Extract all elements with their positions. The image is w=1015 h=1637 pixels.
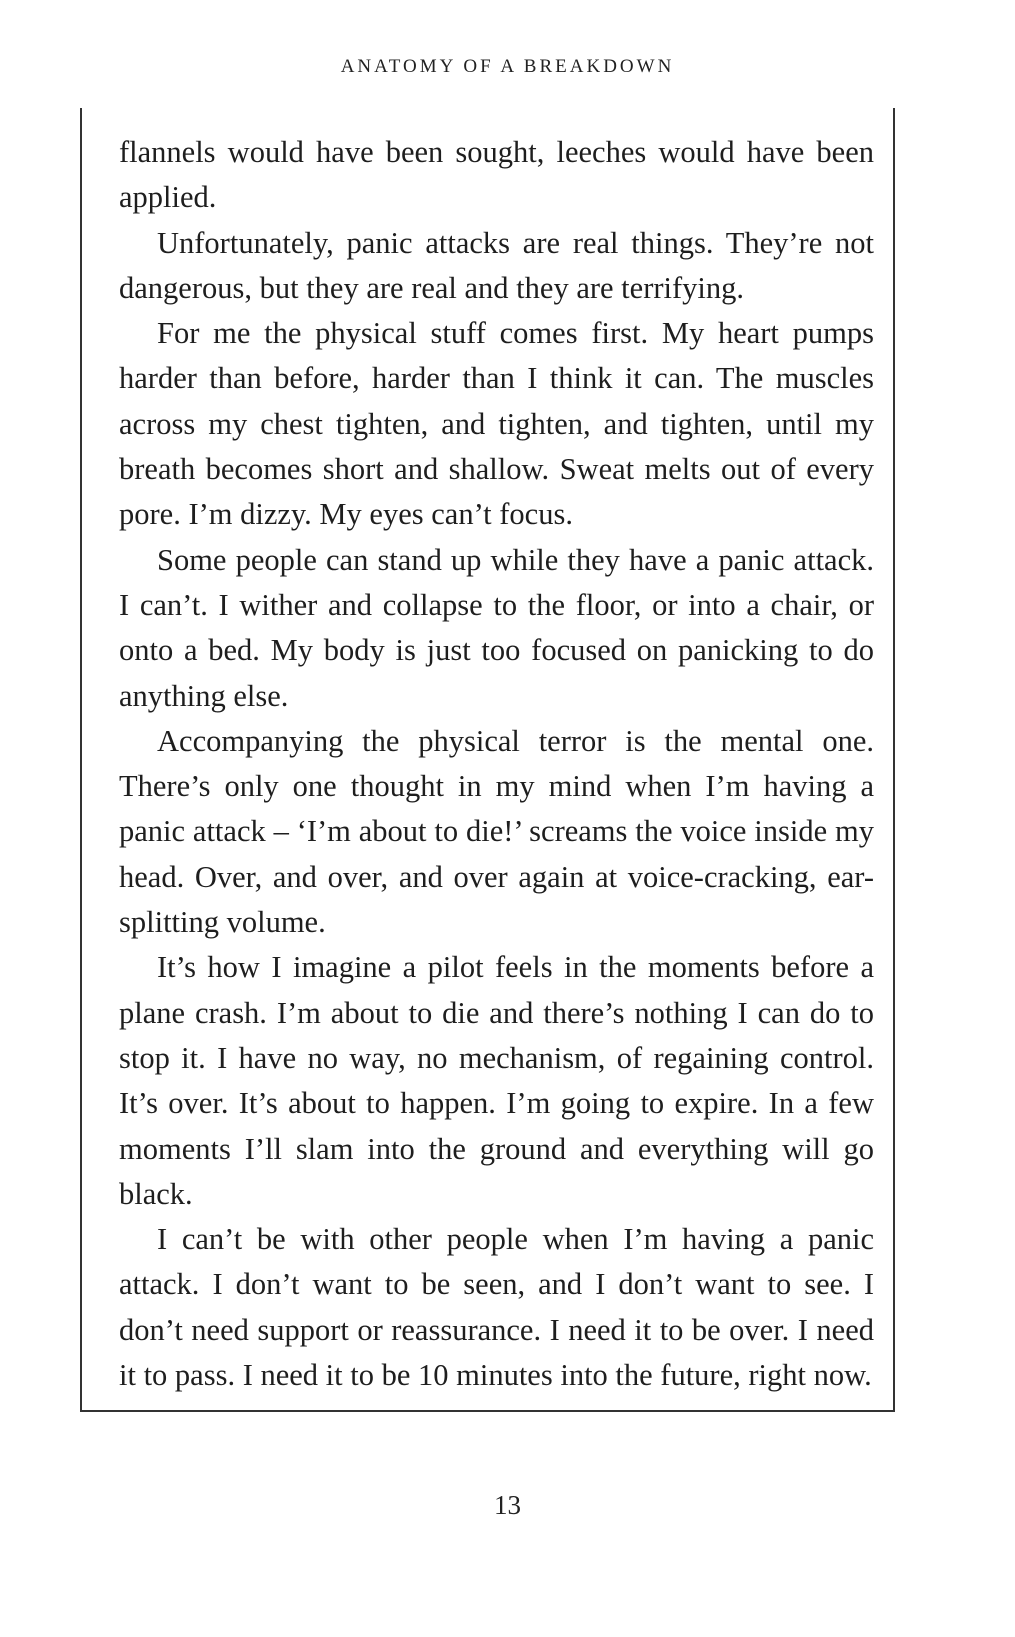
paragraph-3: For me the physical stuff comes first. My heart pumps harder than before, harder than I think it can. The muscles across my chest tighten, and tighten, and tighten, until my breath becomes short and shallow. Sweat melts out of every pore. I’m dizzy. My eyes can’t focus. (119, 316, 874, 532)
paragraph-4: Some people can stand up while they have a panic attack. I can’t. I wither and collapse to the floor, or into a chair, or onto a bed. My body is just too focused on panicking to do anything else. (119, 542, 874, 713)
text-box (80, 108, 895, 1412)
paragraph-6: It’s how I imagine a pilot feels in the moments before a plane crash. I’m about to die and there’s nothing I can do to stop it. I have no way, no mechanism, of regaining control. It’s over. It’s about to happen. I’m going to expire. In a few moments I’ll slam into the ground and everything will go black. (119, 950, 874, 1211)
paragraph-7: I can’t be with other people when I’m having a panic attack. I don’t want to be seen, and I don’t want to see. I don’t need support or reassurance. I need it to be over. I need it to pass. I need it to be 10 minutes into the future, right now. (119, 1222, 874, 1393)
body-text (119, 130, 874, 1398)
paragraph-2: Unfortunately, panic attacks are real things. They’re not dangerous, but they are real and they are terrifying. (119, 225, 874, 305)
running-head: ANATOMY OF A BREAKDOWN (340, 56, 675, 77)
page-number: 13 (494, 1490, 521, 1520)
paragraph-1: flannels would have been sought, leeches would have been applied. (119, 135, 874, 215)
paragraph-5: Accompanying the physical terror is the mental one. There’s only one thought in my mind when I’m having a panic attack – ‘I’m about to die!’ screams the voice inside my head. Over, and over, and over again at voice-cracking, ear-splitting volume. (119, 723, 874, 940)
